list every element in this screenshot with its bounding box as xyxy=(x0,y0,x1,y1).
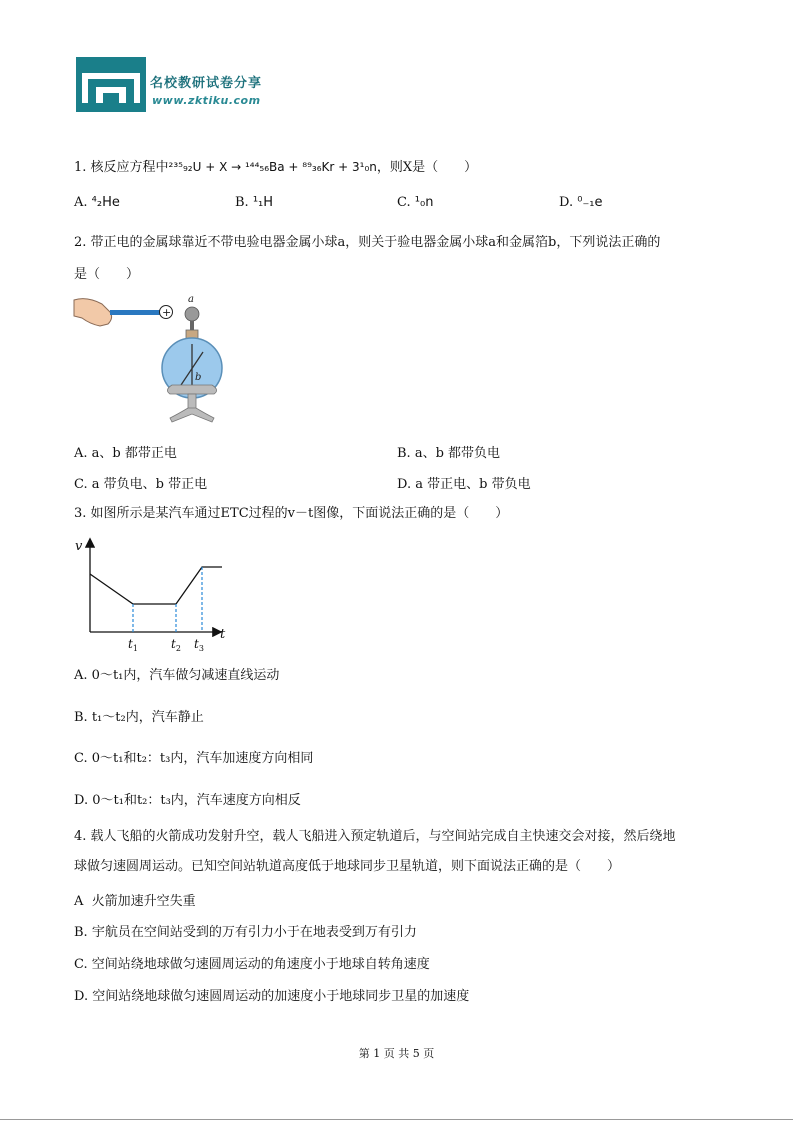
vt-xlabel: t xyxy=(220,627,226,642)
vt-graph xyxy=(72,530,232,659)
q3-option-c: C. 0～t₁和t₂：t₃内，汽车加速度方向相同 xyxy=(74,751,314,766)
q4-option-c: C. 空间站绕地球做匀速圆周运动的角速度小于地球自转角速度 xyxy=(74,957,430,972)
q4-option-b: B. 宇航员在空间站受到的万有引力小于在地表受到万有引力 xyxy=(74,925,417,940)
q1-option-d: D. ⁰₋₁e xyxy=(559,195,603,210)
electroscope-figure xyxy=(72,290,242,434)
q1-stem-prefix: 1. 核反应方程中 xyxy=(74,160,169,175)
q1-option-c: C. ¹₀n xyxy=(397,195,434,210)
q1-equation: ²³⁵₉₂U + X → ¹⁴⁴₅₆Ba + ⁸⁹₃₆Kr + 3¹₀n xyxy=(168,160,377,174)
q2-option-c: C. a 带负电、b 带正电 xyxy=(74,477,208,492)
vt-ylabel: v xyxy=(75,539,83,554)
q4-stem-line1: 4. 载人飞船的火箭成功发射升空，载人飞船进入预定轨道后，与空间站完成自主快速交会对接，然后绕地 xyxy=(74,829,676,844)
q3-option-b: B. t₁～t₂内，汽车静止 xyxy=(74,710,204,725)
vt-t3-label: $t_3$ xyxy=(194,637,204,653)
q1-option-a: A. ⁴₂He xyxy=(74,195,120,210)
vt-t2-label: $t_2$ xyxy=(171,637,181,653)
logo-icon xyxy=(76,57,146,112)
q2-stem-line1: 2. 带正电的金属球靠近不带电验电器金属小球a，则关于验电器金属小球a和金属箔b，下列说法正确的 xyxy=(74,235,661,250)
vt-t1-label: $t_1$ xyxy=(128,637,138,653)
q1-stem-suffix: ，则X是（ ） xyxy=(376,160,478,175)
logo-title: 名校教研试卷分享 xyxy=(150,76,263,91)
q4-stem-line2: 球做匀速圆周运动。已知空间站轨道高度低于地球同步卫星轨道，则下面说法正确的是（ ） xyxy=(74,859,621,874)
q3-option-d: D. 0～t₁和t₂：t₃内，汽车速度方向相反 xyxy=(74,793,301,808)
q1-stem xyxy=(74,157,477,178)
figure-label-b: b xyxy=(195,372,202,383)
q4-option-d: D. 空间站绕地球做匀速圆周运动的加速度小于地球同步卫星的加速度 xyxy=(74,989,470,1004)
q2-option-b: B. a、b 都带负电 xyxy=(397,446,501,461)
page-number: 第 1 页 共 5 页 xyxy=(358,1047,435,1060)
q1-option-b: B. ¹₁H xyxy=(235,195,274,210)
q4-option-a: A 火箭加速升空失重 xyxy=(74,894,196,909)
q3-stem: 3. 如图所示是某汽车通过ETC过程的v－t图像，下面说法正确的是（ ） xyxy=(74,506,509,521)
figure-label-a: a xyxy=(188,294,194,305)
q2-option-d: D. a 带正电、b 带负电 xyxy=(397,477,531,492)
q3-option-a: A. 0～t₁内，汽车做匀减速直线运动 xyxy=(74,668,280,683)
bottom-divider xyxy=(0,1119,793,1120)
logo-url: www.zktiku.com xyxy=(152,94,261,107)
q2-option-a: A. a、b 都带正电 xyxy=(74,446,177,461)
svg-text:+: + xyxy=(162,306,172,319)
q2-stem-line2: 是（ ） xyxy=(74,267,140,282)
